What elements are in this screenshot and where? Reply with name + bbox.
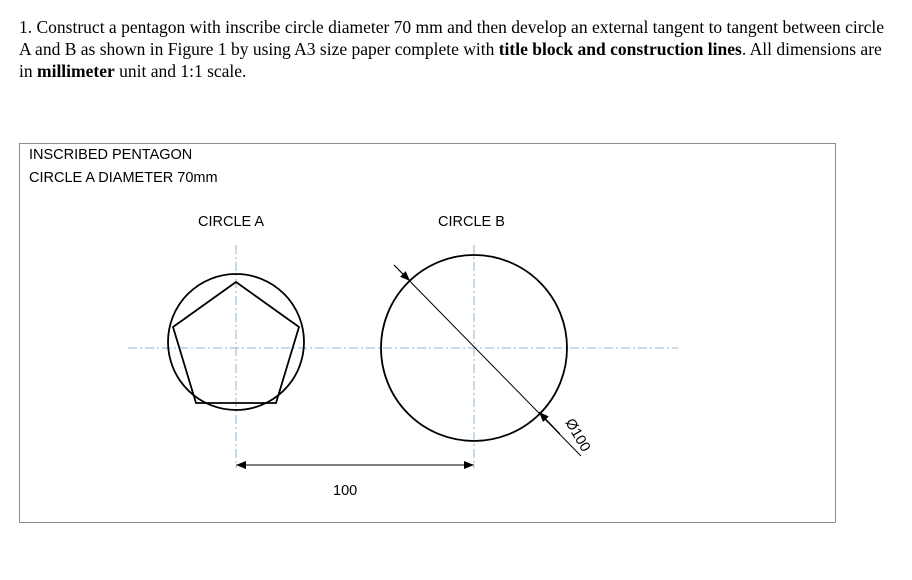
- question-bold-millimeter: millimeter: [37, 61, 115, 81]
- circle-a-label: CIRCLE A: [198, 214, 265, 230]
- question-bold-title-block: title block and construction lines: [498, 39, 742, 59]
- question-text-part1: 1. Construct a pentagon with inscribe circle diameter 70 mm and then develop an external tangent to tangent between circle A and B as shown in Figure 1 by using A3 size paper complete with: [19, 17, 884, 59]
- diameter-dimension-line: [394, 265, 581, 456]
- diameter-label: Ø100: [561, 416, 594, 455]
- note-circle-a-diameter: CIRCLE A DIAMETER 70mm: [29, 170, 218, 186]
- dimension-100-label: 100: [333, 483, 358, 499]
- circle-b-label: CIRCLE B: [438, 214, 505, 230]
- question-text-part2: . All dimensions are in: [19, 39, 882, 81]
- diameter-arrow-upper: [394, 265, 410, 281]
- note-inscribed-pentagon: INSCRIBED PENTAGON: [29, 147, 193, 163]
- diameter-arrow-lower: [539, 412, 560, 434]
- question-text-part3: unit and 1:1 scale.: [114, 61, 247, 81]
